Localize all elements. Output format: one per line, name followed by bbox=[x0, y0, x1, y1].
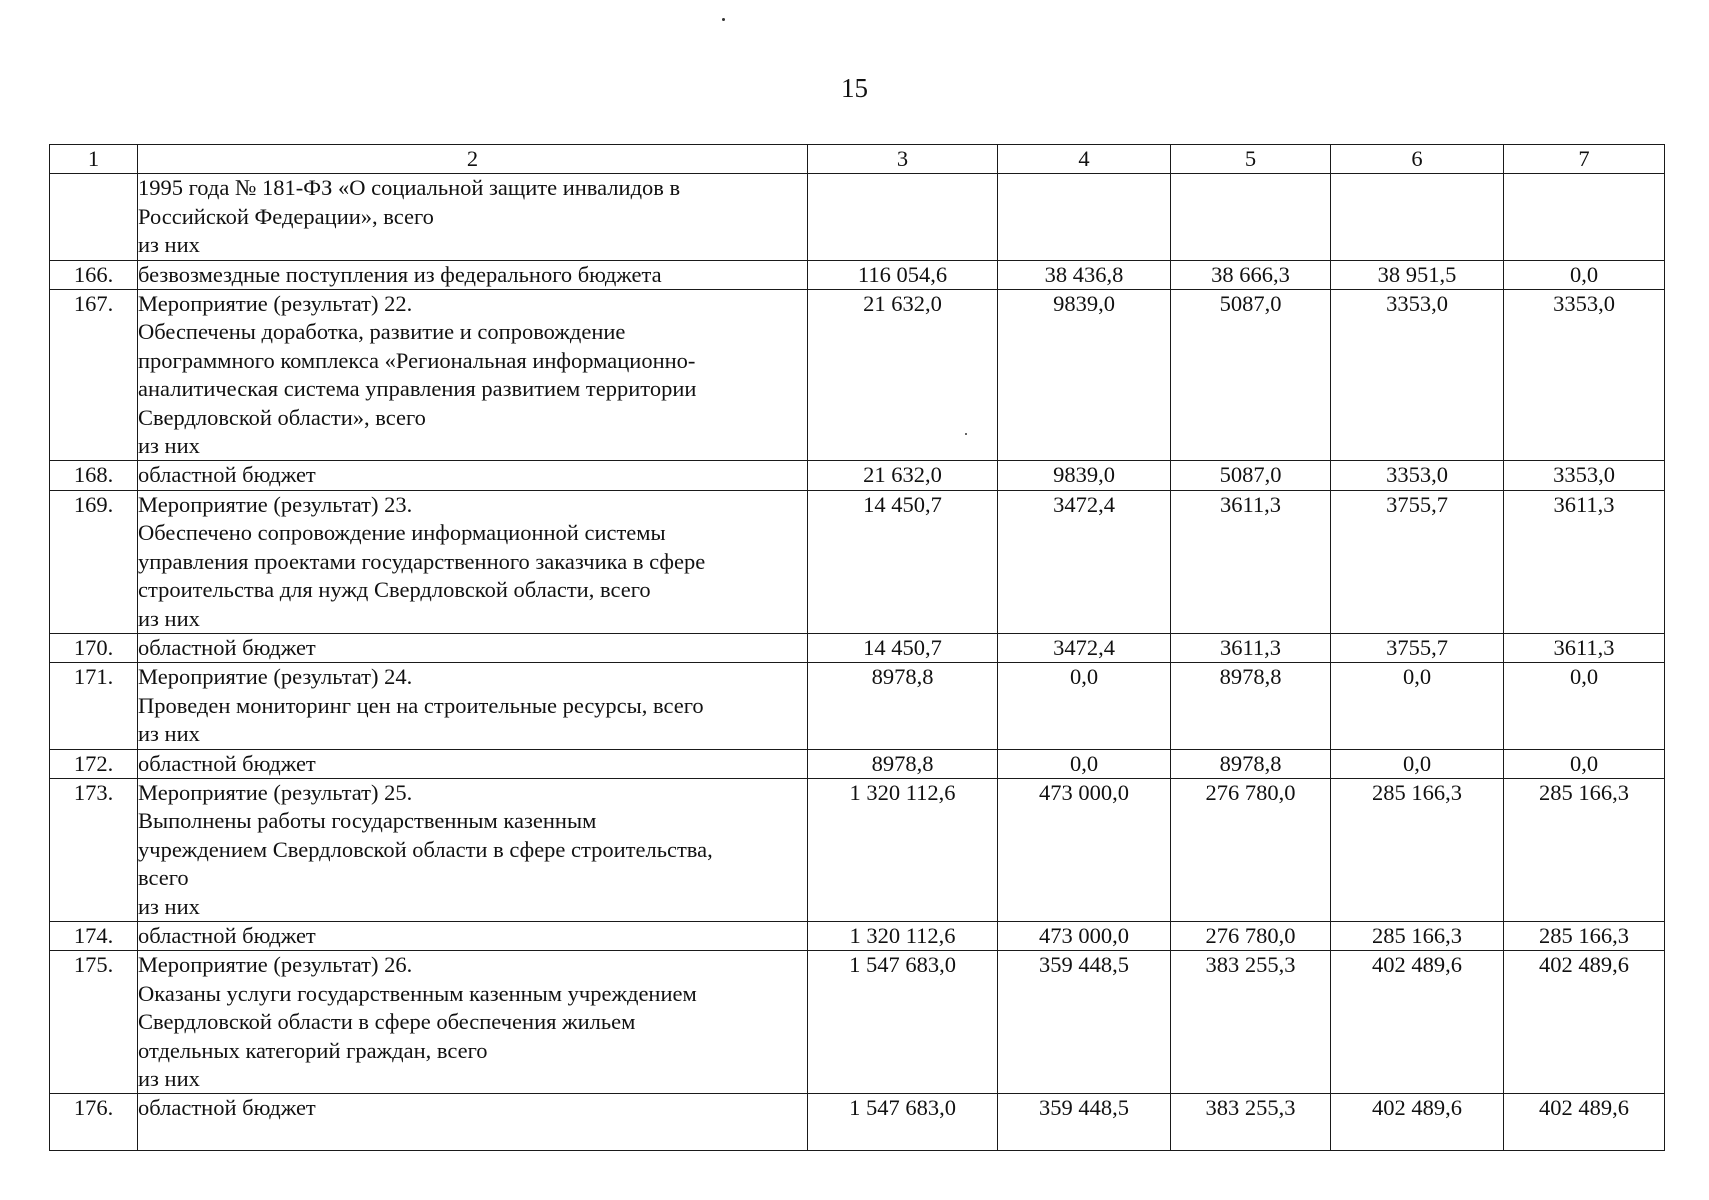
description-line: безвозмездные поступления из федерального бюджета bbox=[138, 261, 662, 287]
row-description bbox=[138, 749, 808, 778]
description-line: отдельных категорий граждан, всего bbox=[138, 1037, 488, 1063]
amount-column-4: 38 436,8 bbox=[998, 260, 1171, 289]
description-line: программного комплекса «Региональная информационно- bbox=[138, 347, 696, 373]
table-row bbox=[50, 290, 1665, 461]
amount-column-4: 9839,0 bbox=[998, 290, 1171, 461]
table-row bbox=[50, 260, 1665, 289]
description-line: областной бюджет bbox=[138, 750, 316, 776]
amount-column-4: 359 448,5 bbox=[998, 951, 1171, 1094]
amount-column-7: 3353,0 bbox=[1504, 461, 1665, 490]
amount-column-6: 285 166,3 bbox=[1331, 778, 1504, 921]
amount-column-6: 3353,0 bbox=[1331, 290, 1504, 461]
column-header-4: 4 bbox=[998, 145, 1171, 174]
amount-column-3: 1 320 112,6 bbox=[808, 921, 998, 950]
row-description bbox=[138, 778, 808, 921]
description-line: 1995 года № 181-ФЗ «О социальной защите инвалидов в bbox=[138, 175, 681, 201]
description-line: Мероприятие (результат) 24. bbox=[138, 664, 413, 690]
amount-column-6: 3755,7 bbox=[1331, 490, 1504, 633]
row-number: 171. bbox=[50, 663, 138, 749]
amount-column-3: 1 547 683,0 bbox=[808, 951, 998, 1094]
row-number: 175. bbox=[50, 951, 138, 1094]
amount-column-7: 402 489,6 bbox=[1504, 951, 1665, 1094]
row-description bbox=[138, 921, 808, 950]
amount-column-6: 38 951,5 bbox=[1331, 260, 1504, 289]
description-line: Мероприятие (результат) 25. bbox=[138, 779, 413, 805]
amount-column-5: 3611,3 bbox=[1171, 490, 1331, 633]
amount-column-3: 8978,8 bbox=[808, 663, 998, 749]
amount-column-4: 0,0 bbox=[998, 749, 1171, 778]
amount-column-7: 285 166,3 bbox=[1504, 921, 1665, 950]
description-line: Свердловской области», всего bbox=[138, 404, 426, 430]
table-row bbox=[50, 633, 1665, 662]
row-number: 172. bbox=[50, 749, 138, 778]
amount-column-3: 14 450,7 bbox=[808, 633, 998, 662]
header-row bbox=[50, 145, 1665, 174]
amount-column-7: 3611,3 bbox=[1504, 633, 1665, 662]
amount-column-7: 402 489,6 bbox=[1504, 1094, 1665, 1151]
column-header-6: 6 bbox=[1331, 145, 1504, 174]
description-line: из них bbox=[138, 232, 200, 258]
table-row bbox=[50, 490, 1665, 633]
amount-column-3: 21 632,0 bbox=[808, 290, 998, 461]
table-row bbox=[50, 749, 1665, 778]
description-line: областной бюджет bbox=[138, 462, 316, 488]
amount-column-7: 285 166,3 bbox=[1504, 778, 1665, 921]
budget-table bbox=[49, 144, 1665, 1151]
table-row bbox=[50, 951, 1665, 1094]
column-header-7: 7 bbox=[1504, 145, 1665, 174]
amount-column-4 bbox=[998, 174, 1171, 260]
amount-column-4: 9839,0 bbox=[998, 461, 1171, 490]
table-row bbox=[50, 461, 1665, 490]
amount-column-5: 5087,0 bbox=[1171, 461, 1331, 490]
amount-column-5: 5087,0 bbox=[1171, 290, 1331, 461]
amount-column-6: 402 489,6 bbox=[1331, 951, 1504, 1094]
amount-column-5: 3611,3 bbox=[1171, 633, 1331, 662]
amount-column-7: 3353,0 bbox=[1504, 290, 1665, 461]
table-row bbox=[50, 778, 1665, 921]
row-description bbox=[138, 260, 808, 289]
amount-column-4: 473 000,0 bbox=[998, 778, 1171, 921]
scan-speck bbox=[722, 18, 725, 21]
row-description bbox=[138, 663, 808, 749]
column-header-3: 3 bbox=[808, 145, 998, 174]
amount-column-6: 3353,0 bbox=[1331, 461, 1504, 490]
description-line: Обеспечено сопровождение информационной системы bbox=[138, 520, 666, 546]
description-line: Мероприятие (результат) 23. bbox=[138, 491, 413, 517]
row-number: 174. bbox=[50, 921, 138, 950]
amount-column-7: 0,0 bbox=[1504, 260, 1665, 289]
amount-column-5: 276 780,0 bbox=[1171, 921, 1331, 950]
description-line: областной бюджет bbox=[138, 634, 316, 660]
description-line: из них bbox=[138, 605, 200, 631]
description-line: всего bbox=[138, 865, 189, 891]
row-number: 169. bbox=[50, 490, 138, 633]
row-number: 168. bbox=[50, 461, 138, 490]
row-description bbox=[138, 1094, 808, 1151]
amount-column-3: 8978,8 bbox=[808, 749, 998, 778]
amount-column-7: 0,0 bbox=[1504, 749, 1665, 778]
description-line: из них bbox=[138, 893, 200, 919]
table-row bbox=[50, 174, 1665, 260]
amount-column-7: 0,0 bbox=[1504, 663, 1665, 749]
amount-column-6: 402 489,6 bbox=[1331, 1094, 1504, 1151]
row-description bbox=[138, 174, 808, 260]
amount-column-6: 0,0 bbox=[1331, 749, 1504, 778]
amount-column-7 bbox=[1504, 174, 1665, 260]
amount-column-5: 383 255,3 bbox=[1171, 951, 1331, 1094]
description-line: Свердловской области в сфере обеспечения жильем bbox=[138, 1009, 636, 1035]
row-description bbox=[138, 290, 808, 461]
amount-column-3: 1 320 112,6 bbox=[808, 778, 998, 921]
table-row bbox=[50, 1094, 1665, 1151]
row-description bbox=[138, 951, 808, 1094]
amount-column-6: 3755,7 bbox=[1331, 633, 1504, 662]
table-row bbox=[50, 921, 1665, 950]
amount-column-5: 276 780,0 bbox=[1171, 778, 1331, 921]
amount-column-3: 14 450,7 bbox=[808, 490, 998, 633]
amount-column-5: 383 255,3 bbox=[1171, 1094, 1331, 1151]
amount-column-3: 116 054,6 bbox=[808, 260, 998, 289]
row-description bbox=[138, 490, 808, 633]
column-header-1: 1 bbox=[50, 145, 138, 174]
row-number: 176. bbox=[50, 1094, 138, 1151]
amount-column-6: 285 166,3 bbox=[1331, 921, 1504, 950]
description-line: областной бюджет bbox=[138, 1095, 316, 1121]
description-line: Выполнены работы государственным казенным bbox=[138, 808, 597, 834]
description-line: учреждением Свердловской области в сфере строительства, bbox=[138, 836, 713, 862]
amount-column-7: 3611,3 bbox=[1504, 490, 1665, 633]
description-line: строительства для нужд Свердловской области, всего bbox=[138, 577, 651, 603]
description-line: Мероприятие (результат) 26. bbox=[138, 952, 413, 978]
description-line: из них bbox=[138, 433, 200, 459]
description-line: Оказаны услуги государственным казенным учреждением bbox=[138, 980, 697, 1006]
amount-column-6 bbox=[1331, 174, 1504, 260]
description-line: областной бюджет bbox=[138, 922, 316, 948]
table-body bbox=[50, 174, 1665, 1151]
amount-column-3 bbox=[808, 174, 998, 260]
amount-column-6: 0,0 bbox=[1331, 663, 1504, 749]
column-header-2: 2 bbox=[138, 145, 808, 174]
description-line: из них bbox=[138, 1066, 200, 1091]
description-line: управления проектами государственного заказчика в сфере bbox=[138, 548, 706, 574]
row-number bbox=[50, 174, 138, 260]
row-number: 167. bbox=[50, 290, 138, 461]
amount-column-5: 8978,8 bbox=[1171, 663, 1331, 749]
description-line: Проведен мониторинг цен на строительные ресурсы, всего bbox=[138, 692, 704, 718]
description-line: Мероприятие (результат) 22. bbox=[138, 291, 413, 317]
amount-column-4: 3472,4 bbox=[998, 633, 1171, 662]
description-line: Обеспечены доработка, развитие и сопровождение bbox=[138, 319, 626, 345]
row-number: 166. bbox=[50, 260, 138, 289]
row-description bbox=[138, 633, 808, 662]
amount-column-5: 38 666,3 bbox=[1171, 260, 1331, 289]
amount-column-4: 473 000,0 bbox=[998, 921, 1171, 950]
page-number: 15 bbox=[841, 73, 868, 103]
row-number: 173. bbox=[50, 778, 138, 921]
table-row bbox=[50, 663, 1665, 749]
row-number: 170. bbox=[50, 633, 138, 662]
amount-column-4: 0,0 bbox=[998, 663, 1171, 749]
description-line: из них bbox=[138, 721, 200, 747]
amount-column-4: 359 448,5 bbox=[998, 1094, 1171, 1151]
description-line: аналитическая система управления развитием территории bbox=[138, 376, 697, 402]
description-line: Российской Федерации», всего bbox=[138, 203, 434, 229]
amount-column-5 bbox=[1171, 174, 1331, 260]
amount-column-3: 21 632,0 bbox=[808, 461, 998, 490]
amount-column-3: 1 547 683,0 bbox=[808, 1094, 998, 1151]
amount-column-5: 8978,8 bbox=[1171, 749, 1331, 778]
column-header-5: 5 bbox=[1171, 145, 1331, 174]
amount-column-4: 3472,4 bbox=[998, 490, 1171, 633]
row-description bbox=[138, 461, 808, 490]
